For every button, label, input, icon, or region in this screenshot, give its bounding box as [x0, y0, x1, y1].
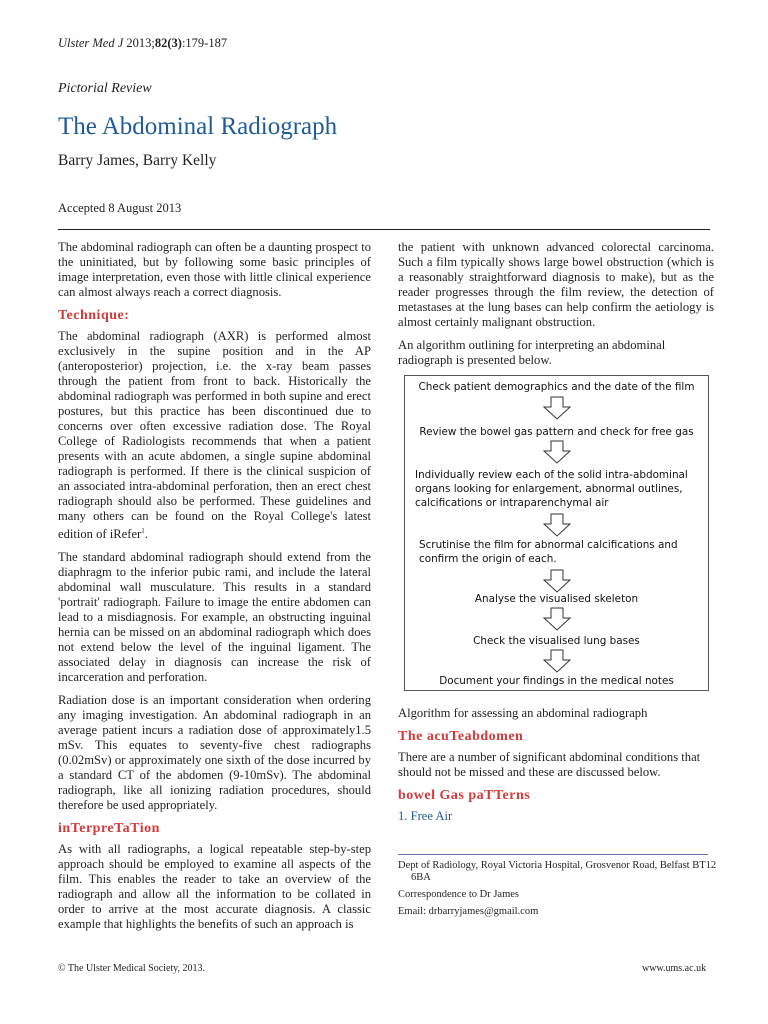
algorithm-step-3: Individually review each of the solid intra-abdominal organs looking for enlargement, abnormal outlines, calcifications or intraparenchymal air — [415, 469, 688, 509]
down-arrow-icon — [542, 440, 572, 464]
technique-paragraph-3: Radiation dose is an important consideration when ordering any imaging investigation. An abdominal radiograph in an average patient incurs a radiation dose of approximately1.5 mSv. This equates to seventy-five chest radiographs (0.02mSv) or approximately one sixth of the dose incurred by a standard CT of the abdomen (9-10mSv). The abdominal radiograph, like all ionizing radiation procedures, should therefore be used appropriately. — [58, 693, 371, 813]
algorithm-step-5: Analyse the visualised skeleton — [474, 593, 639, 605]
down-arrow-icon — [542, 396, 572, 420]
article-type: Pictorial Review — [58, 81, 152, 96]
left-column — [58, 240, 371, 940]
journal-year: 2013; — [126, 36, 155, 50]
down-arrow-icon — [542, 569, 572, 593]
right-column — [398, 240, 714, 376]
technique-paragraph-1-end: . — [144, 527, 148, 542]
technique-paragraph-1 — [58, 329, 371, 542]
technique-heading: Technique: — [58, 308, 130, 323]
accepted-date: Accepted 8 August 2013 — [58, 201, 182, 215]
algorithm-step-2: Review the bowel gas pattern and check for free gas — [419, 426, 694, 438]
algorithm-step-6: Check the visualised lung bases — [473, 635, 640, 647]
website-link[interactable]: www.ums.ac.uk — [642, 963, 707, 974]
journal-name: Ulster Med J — [58, 36, 124, 50]
affiliation-divider — [398, 854, 708, 855]
correspondence: Correspondence to Dr James — [398, 889, 520, 900]
journal-citation — [58, 36, 227, 51]
algorithm-intro: An algorithm outlining for interpreting an abdominal radiograph is presented below. — [398, 338, 666, 367]
down-arrow-icon — [542, 649, 572, 673]
reference-marker[interactable]: 1 — [141, 527, 145, 535]
interpretation-paragraph: As with all radiographs, a logical repeatable step-by-step approach should be employed to examine all aspects of the film. This enables the reader to take an overview of the radiograph and allow all the information to be collated in order to arrive at the most accurate diagnosis. A classic example that highlights the benefits of such an approach is — [58, 842, 371, 932]
technique-paragraph-1-text: The abdominal radiograph (AXR) is performed almost exclusively in the supine position and in the AP (anteroposterior) projection, i.e. the x-ray beam passes through the patient from front to back. Historically the abdominal radiograph was performed in both supine and erect postures, but this practice has been discontinued due to concerns over often excessive radiation dose. The Royal College of Radiologists recommends that when a patient presents with an acute abdomen, a single supine abdominal radiograph is performed. If there is the clinical suspicion of an associated intra-abdominal perforation, then an erect chest radiograph should also be performed. These guidelines and many others can be found on the Royal College's latest edition of iRefer — [58, 329, 371, 542]
affiliation-dept-line2: 6BA — [411, 872, 431, 883]
article-title: The Abdominal Radiograph — [58, 113, 338, 140]
header-divider — [58, 229, 710, 230]
technique-paragraph-2: The standard abdominal radiograph should extend from the diaphragm to the inferior pubic rami, and include the lateral abdominal wall musculature. This results in a standard 'portrait' radiograph. Failure to image the entire abdomen can lead to a misdiagnosis. For example, an obstructing inguinal hernia can be missed on an abdominal radiograph which does not extend below the level of the inguinal ligament. The associated delay in diagnosis can increase the risk of incarceration and perforation. — [58, 550, 371, 685]
algorithm-step-7: Document your findings in the medical notes — [439, 675, 674, 687]
right-column-lower — [398, 706, 714, 824]
acute-abdomen-paragraph: There are a number of significant abdominal conditions that should not be missed and these are discussed below. — [398, 750, 701, 779]
down-arrow-icon — [542, 607, 572, 631]
algorithm-flowchart — [404, 375, 709, 691]
journal-volume: 82 — [154, 36, 168, 50]
copyright: © The Ulster Medical Society, 2013. — [58, 963, 206, 974]
algorithm-step-4: Scrutinise the film for abnormal calcifications and confirm the origin of each. — [419, 539, 678, 565]
down-arrow-icon — [542, 513, 572, 537]
journal-issue: (3) — [167, 36, 182, 50]
acute-abdomen-heading: The acuTeabdomen — [398, 729, 524, 744]
affiliation-dept: Dept of Radiology, Royal Victoria Hospital, Grosvenor Road, Belfast BT12 — [398, 860, 717, 871]
intro-paragraph: The abdominal radiograph can often be a daunting prospect to the uninitiated, but by following some basic principles of image interpretation, even those with little clinical experience can almost always reach a correct diagnosis. — [58, 240, 371, 299]
journal-pages: :179-187 — [181, 36, 228, 50]
authors: Barry James, Barry Kelly — [58, 152, 217, 169]
algorithm-caption: Algorithm for assessing an abdominal radiograph — [398, 706, 648, 720]
bowel-gas-heading: bowel Gas paTTerns — [398, 788, 531, 803]
interpretation-heading: inTerpreTaTion — [58, 821, 160, 837]
algorithm-step-1: Check patient demographics and the date of the film — [418, 381, 695, 393]
email[interactable]: Email: drbarryjames@gmail.com — [398, 906, 539, 917]
continuation-paragraph: the patient with unknown advanced colorectal carcinoma. Such a film typically shows large bowel obstruction (which is a reasonably straightforward diagnosis to make), but as the reader progresses through the film review, the detection of metastases at the lung bases can help confirm the aetiology is almost certainly malignant obstruction. — [398, 240, 714, 329]
free-air-subheading: 1. Free Air — [398, 809, 453, 823]
